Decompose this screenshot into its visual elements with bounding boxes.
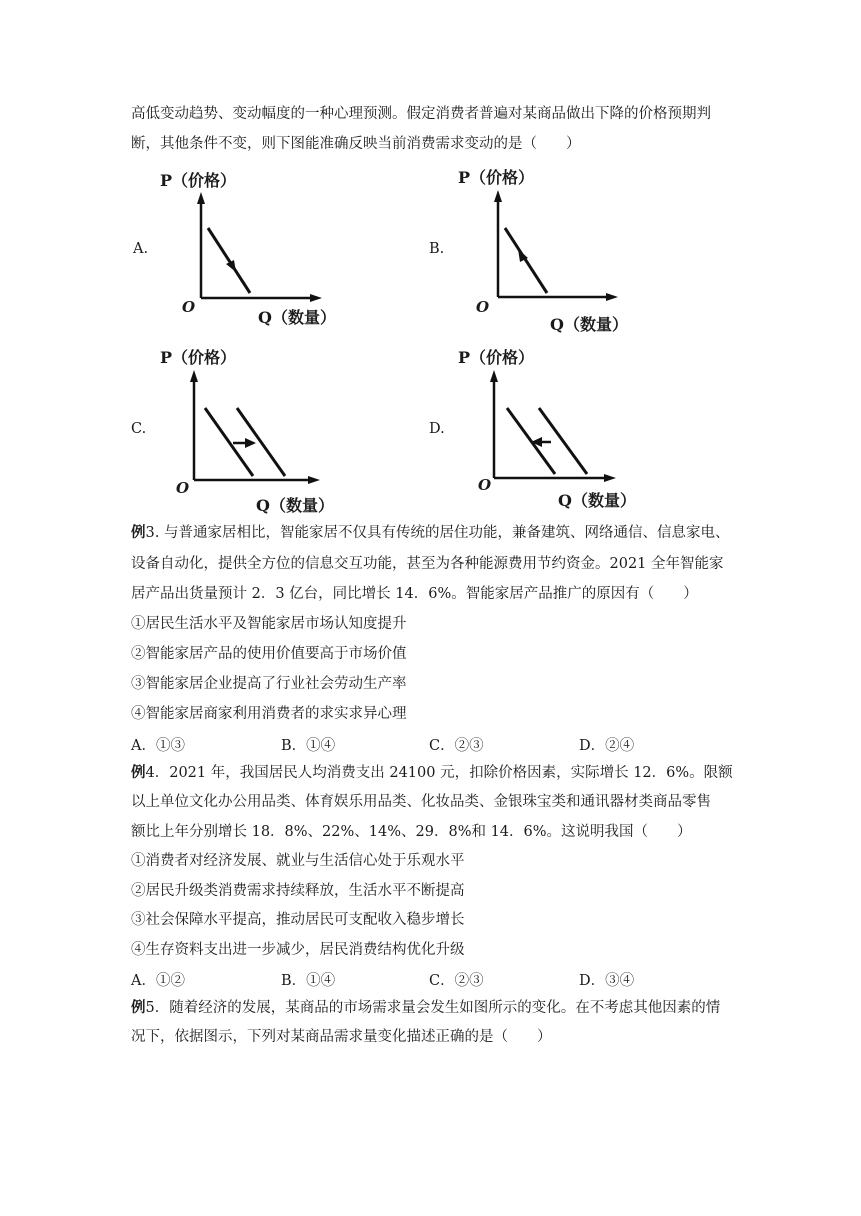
ex3-choice-a[interactable]: A．①③ (131, 738, 185, 754)
ex3-choice-b[interactable]: B．①④ (281, 738, 336, 754)
graph-b-q-axis-label: Q（数量） (550, 315, 628, 334)
ex3-item-1: ①居民生活水平及智能家居市场认知度提升 (131, 616, 407, 632)
ex4-choice-a[interactable]: A．①② (131, 973, 185, 989)
graph-b (458, 165, 688, 340)
graph-b-origin: O (476, 298, 490, 316)
ex4-item-2: ②居民升级类消费需求持续释放，生活水平不断提高 (131, 883, 465, 899)
ex3-item-3: ③智能家居企业提高了行业社会劳动生产率 (131, 676, 407, 692)
ex3-line-1-text: 3. 与普通家居相比，智能家居不仅具有传统的居住功能，兼备建筑、网络通信、信息家电、 (145, 525, 730, 541)
intro-line-1: 高低变动趋势、变动幅度的一种心理预测。假定消费者普遍对某商品做出下降的价格预期判 (131, 106, 711, 122)
ex4-choice-b[interactable]: B．①④ (281, 973, 336, 989)
graph-a-p-axis-label: P（价格） (160, 171, 237, 190)
ex5-line-1 (131, 998, 720, 1018)
ex3-tag: 例 (131, 524, 146, 541)
ex3-item-2: ②智能家居产品的使用价值要高于市场价值 (131, 646, 407, 662)
option-c-label: C. (131, 421, 147, 437)
ex4-line-1 (131, 763, 733, 783)
ex5-line-1-text: 5．随着经济的发展，某商品的市场需求量会发生如图所示的变化。在不考虑其他因素的情 (145, 1000, 721, 1016)
option-b-label: B. (429, 241, 445, 257)
ex3-choice-d[interactable]: D．②④ (579, 738, 635, 754)
option-a-label: A. (133, 241, 149, 257)
ex4-item-4: ④生存资料支出进一步减少，居民消费结构优化升级 (131, 942, 465, 958)
ex3-item-4: ④智能家居商家利用消费者的求实求异心理 (131, 706, 407, 722)
graph-b-p-axis-label: P（价格） (458, 168, 535, 187)
ex4-line-2: 以上单位文化办公用品类、体育娱乐用品类、化妆品类、金银珠宝类和通讯器材类商品零售 (131, 794, 711, 810)
ex3-line-3: 居产品出货量预计 2．3 亿台，同比增长 14．6%。智能家居产品推广的原因有（ ） (131, 586, 698, 602)
ex4-line-1-text: 4．2021 年，我国居民人均消费支出 24100 元，扣除价格因素，实际增长 12．6%。限额 (145, 765, 733, 781)
graph-d-p-axis-label: P（价格） (458, 348, 535, 367)
graph-a (160, 168, 390, 343)
ex4-tag: 例 (131, 764, 146, 781)
ex3-choice-c[interactable]: C．②③ (429, 738, 484, 754)
ex4-choice-c[interactable]: C．②③ (429, 973, 484, 989)
ex4-item-3: ③社会保障水平提高，推动居民可支配收入稳步增长 (131, 912, 465, 928)
intro-line-2: 断，其他条件不变，则下图能准确反映当前消费需求变动的是（ ） (131, 136, 581, 152)
ex5-line-2: 况下，依据图示，下列对某商品需求量变化描述正确的是（ ） (131, 1029, 552, 1045)
graph-c-q-axis-label: Q（数量） (256, 496, 334, 515)
ex3-line-2: 设备自动化，提供全方位的信息交互功能，甚至为各种能源费用节约资金。2021 全年智能家 (131, 556, 724, 572)
graph-c-p-axis-label: P（价格） (160, 348, 237, 367)
option-d-label: D. (429, 421, 445, 437)
graph-d-origin: O (478, 476, 492, 494)
ex4-line-3: 额比上年分别增长 18．8%、22%、14%、29．8%和 14．6%。这说明我国（ ） (131, 824, 692, 840)
graph-c-origin: O (176, 479, 190, 497)
graph-d (458, 345, 688, 520)
ex3-line-1 (131, 523, 729, 543)
graph-c (160, 345, 390, 520)
ex4-item-1: ①消费者对经济发展、就业与生活信心处于乐观水平 (131, 853, 465, 869)
graph-a-q-axis-label: Q（数量） (258, 308, 336, 327)
ex4-choice-d[interactable]: D．③④ (579, 973, 635, 989)
ex5-tag: 例 (131, 999, 146, 1016)
graph-a-origin: O (182, 298, 196, 316)
graph-d-q-axis-label: Q（数量） (558, 491, 636, 510)
